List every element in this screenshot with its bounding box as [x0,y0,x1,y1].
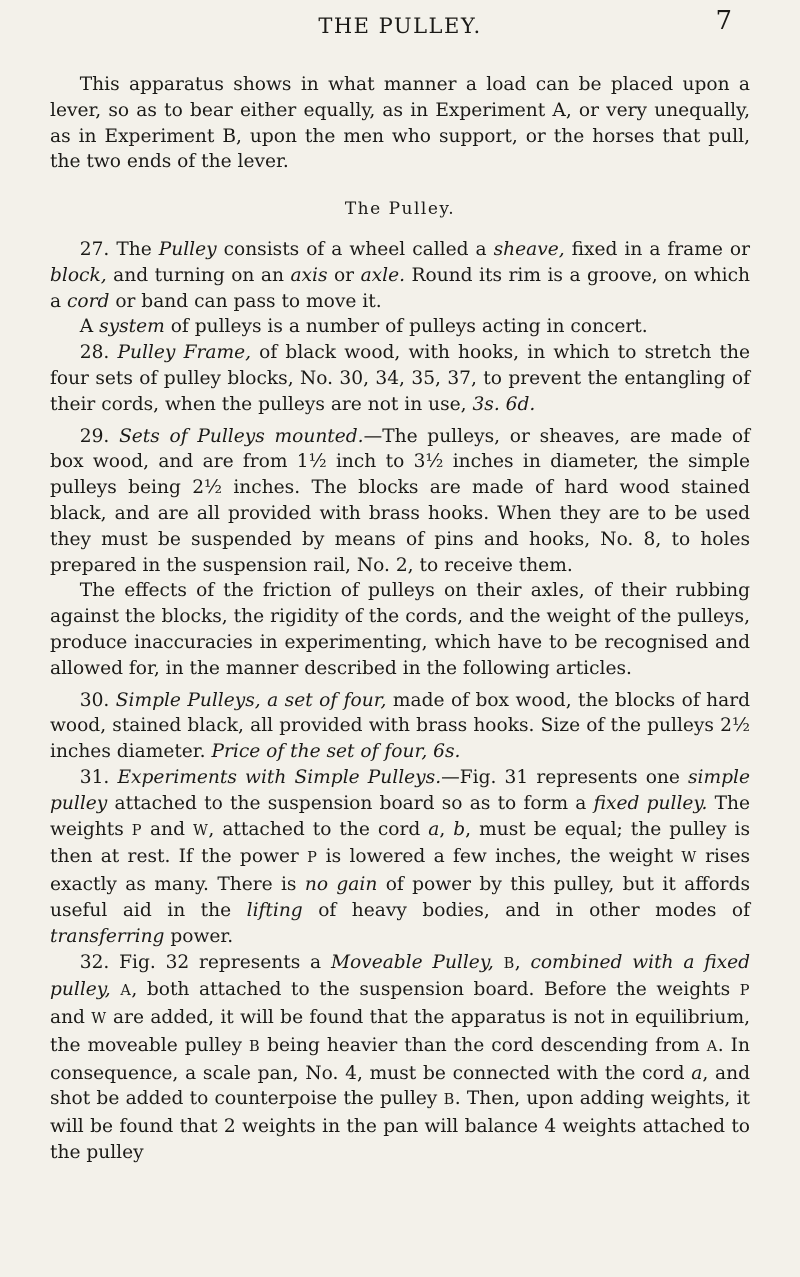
page-body [50,72,750,1166]
term-axis: axis [290,264,328,286]
paragraph-32: 32. Fig. 32 represents a Moveable Pulley, B, combined with a fixed pulley, A, both attached to the suspension board. Before the weights P and W are added, it will be found that the apparatus is not in equilibrium, the moveable pulley B being heavier than the cord descending from A. In consequence, a scale pan, No. 4, must be connected with the cord a, and shot be added to counterpoise the pulley B. Then, upon adding weights, it will be found that 2 weights in the pan will balance 4 weights attached to the pulley [50,951,751,1164]
term-cord: cord [67,290,110,312]
term-pulley: Pulley [158,238,217,260]
term-sheave: sheave, [493,238,565,260]
term-moveable-pulley: Moveable Pulley, [330,951,494,973]
term-combined: combined with a fixed pulley, [50,951,751,1001]
paragraph-system: A system of pulleys is a number of pulleys acting in concert. [79,316,648,338]
term-no-gain: no gain [304,874,378,896]
term-transferring: transferring [50,925,165,947]
title-experiments: Experiments with Simple Pulleys. [117,766,442,788]
term-system: system [99,316,165,338]
paragraph-31: 31. Experiments with Simple Pulleys.—Fig. 31 represents one simple pulley attached to the suspension board so as to form a fixed pulley. The weights P and W, attached to the cord a, b, must be equal; the pulley is then at rest. If the power P is lowered a few inches, the weight W rises exactly as many. There is no gain of power by this pulley, but it affords useful aid in the lifting of heavy bodies, and in other modes of transferring power. [50,766,751,947]
term-axle: axle. [360,264,406,286]
title-pulley-frame: Pulley Frame, [117,342,251,364]
running-title: THE PULLEY. [318,14,482,38]
paragraph-30: 30. Simple Pulleys, a set of four, made of box wood, the blocks of hard wood, stained black, all provided with brass hooks. Size of the pulleys 2½ inches diameter. Price of the set of four, 6s. [50,689,750,763]
paragraph-intro: This apparatus shows in what manner a load can be placed upon a lever, so as to bear either equally, as in Experiment A, or very unequally, as in Experiment B, upon the men who support, or the horses that pull, the two ends of the lever. [50,74,750,173]
title-sets-of-pulleys: Sets of Pulleys mounted. [119,425,364,447]
paragraph-29: 29. Sets of Pulleys mounted.—The pulleys, or sheaves, are made of box wood, and are from 1½ inch to 3½ inches in diameter, the simple pulleys being 2½ inches. The blocks are made of hard wood stained black, and are all provided with brass hooks. When they are to be used they must be suspended by means of pins and hooks, No. 8, to holes prepared in the suspension rail, No. 2, to receive them. [50,425,751,576]
term-block: block, [50,264,107,286]
paragraph-friction: The effects of the friction of pulleys on their axles, of their rubbing against the blocks, the rigidity of the cords, and the weight of the pulleys, produce inaccuracies in experimenting, which have to be recognised and allowed for, in the manner described in the following articles. [50,580,750,679]
running-head [0,6,800,40]
term-simple-pulley: simple pulley [50,766,750,814]
term-fixed-pulley: fixed pulley. [593,792,708,814]
price-28: 3s. 6d. [472,393,536,415]
section-heading: The Pulley. [344,199,456,220]
title-simple-pulleys: Simple Pulleys, a set of four, [115,689,387,711]
term-lifting: lifting [246,899,303,921]
page-number: 7 [715,6,732,36]
paragraph-27: 27. The Pulley consists of a wheel called a sheave, fixed in a frame or block, and turning on an axis or axle. Round its rim is a groove, on which a cord or band can pass to move it. [50,238,750,312]
price-30: Price of the set of four, 6s. [211,741,461,763]
paragraph-28: 28. Pulley Frame, of black wood, with hooks, in which to stretch the four sets of pulley blocks, No. 30, 34, 35, 37, to prevent the entangling of their cords, when the pulleys are not in use, 3s. 6d. [50,342,751,415]
